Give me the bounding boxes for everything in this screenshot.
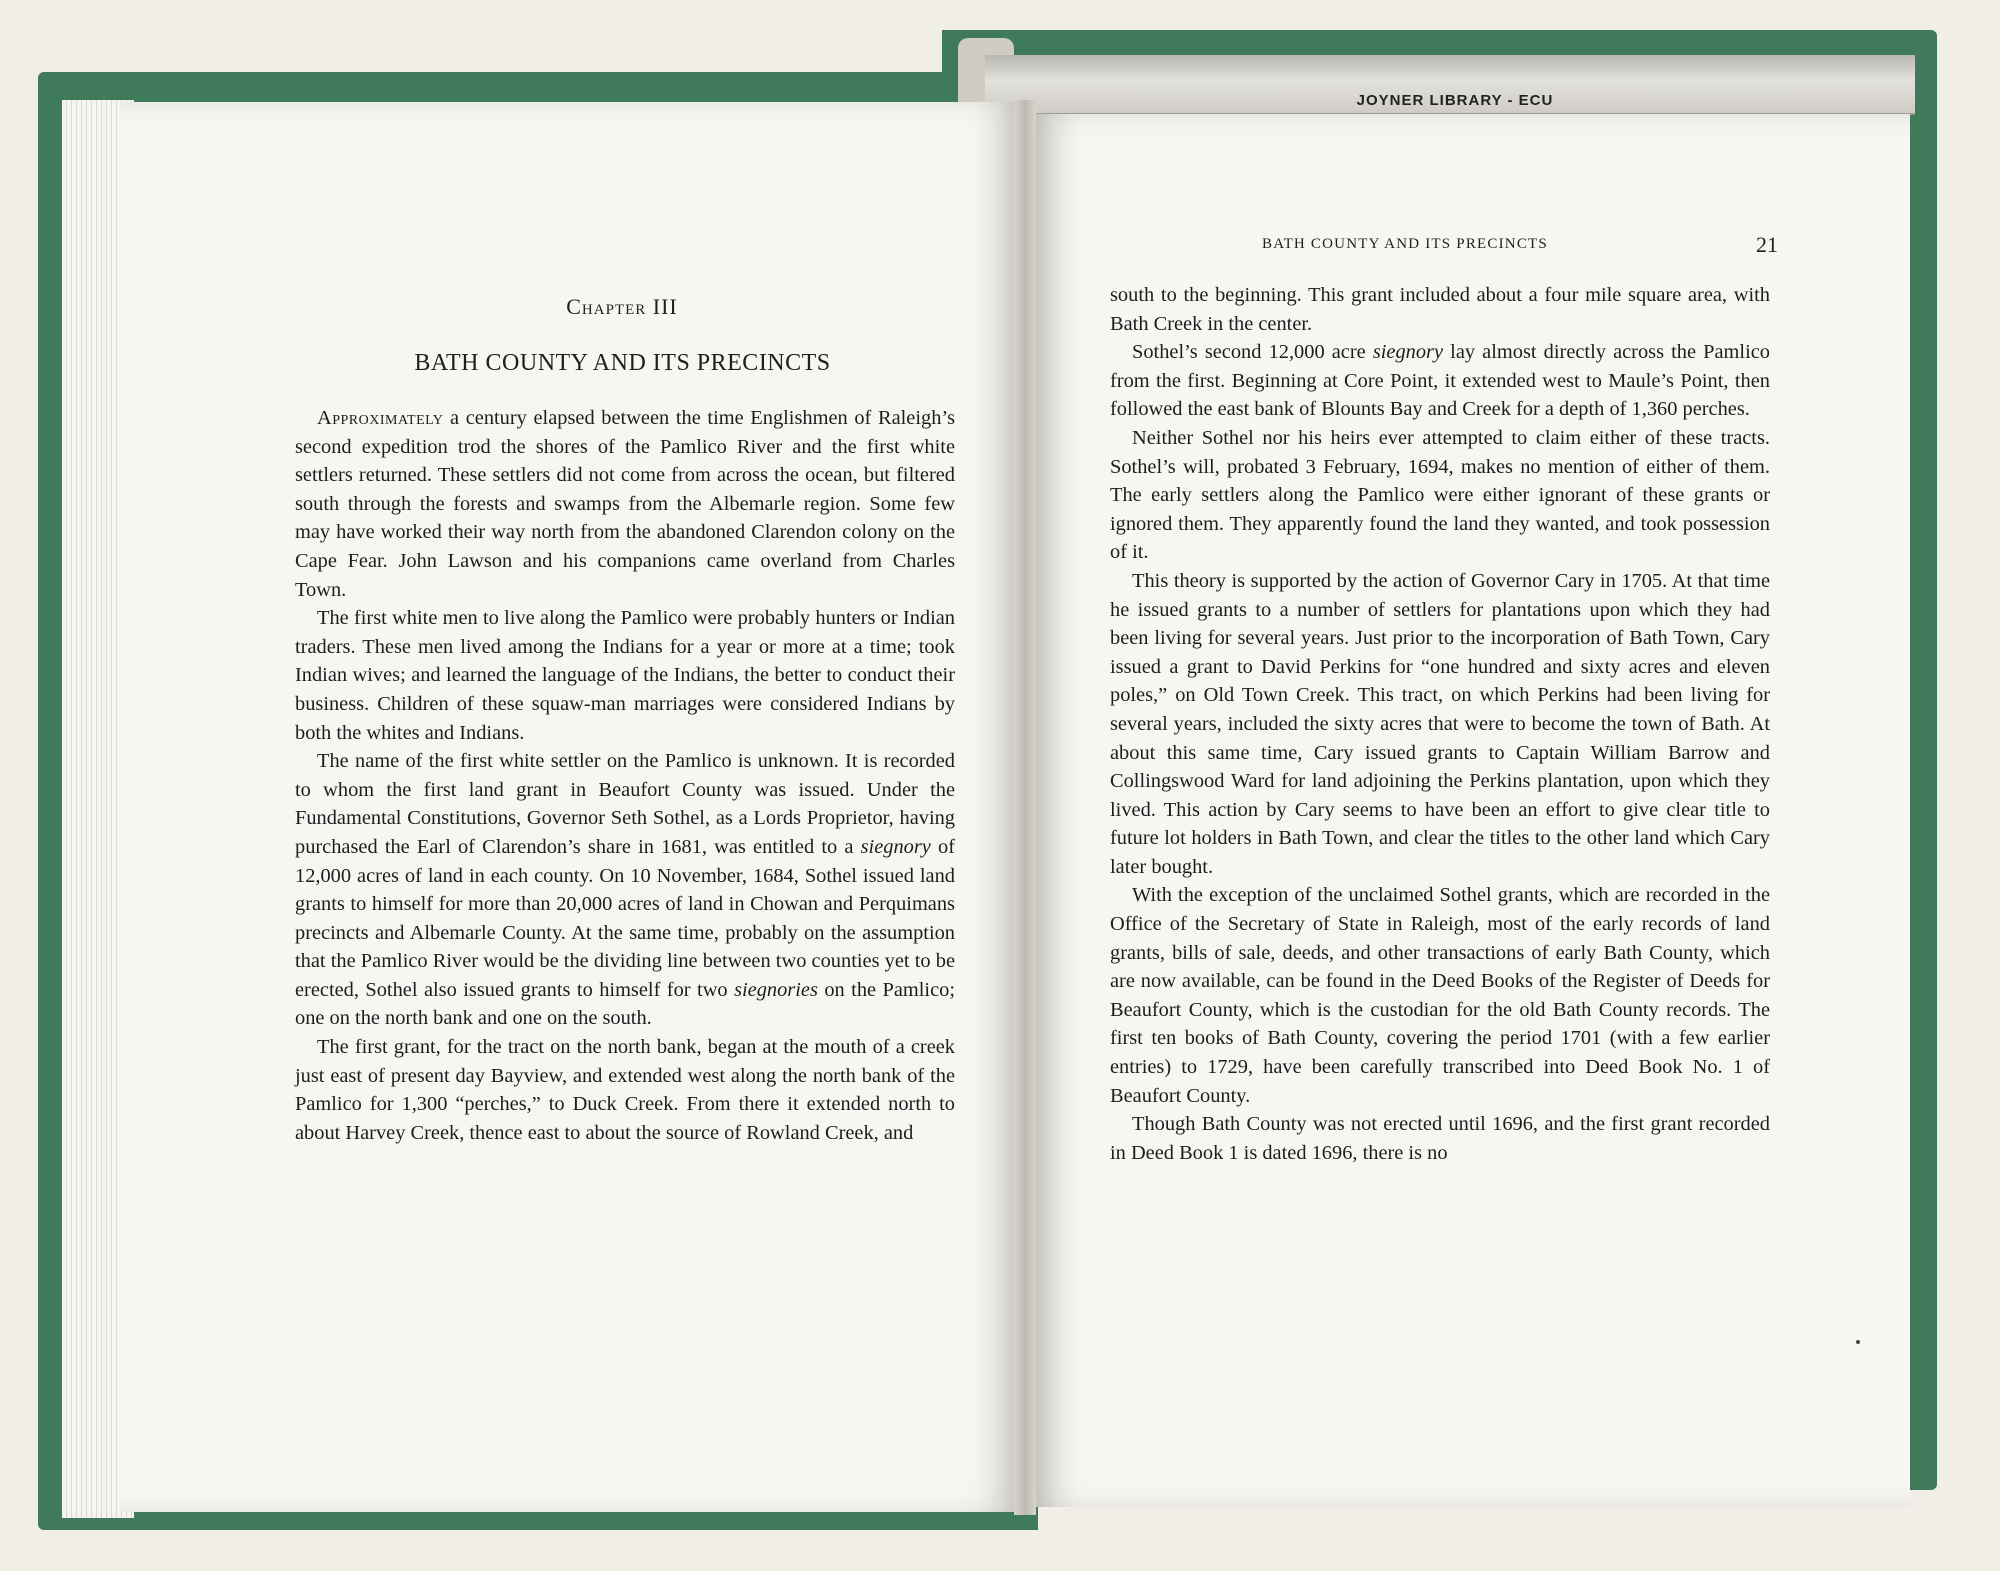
italic-term: siegnory: [1372, 341, 1444, 364]
body-paragraph: [295, 404, 955, 604]
italic-term: siegnories: [734, 978, 818, 1001]
page-speck: [1856, 1340, 1860, 1344]
body-paragraph: [1110, 881, 1770, 1110]
book-gutter: [1014, 100, 1036, 1515]
right-page-body: [1110, 281, 1770, 1167]
text-run: The first white men to live along the Pamlico were probably hunters or Indian traders. These men lived among the Indians for a year or more at a time; took Indian wives; and learned the language of the Indians, the better to conduct their business. Children of these squaw-man marriages were considered Indians by both the whites and Indians.: [295, 607, 955, 744]
text-run: of 12,000 acres of land in each county. On 10 November, 1684, Sothel issued land grants to himself for more than 20,000 acres of land in Chowan and Perquimans precincts and Albemarle County. At the same time, probably on the assumption that the Pamlico River would be the dividing line between two counties yet to be erected, Sothel also issued grants to himself for two: [295, 835, 955, 1001]
body-paragraph: [1110, 281, 1770, 338]
chapter-label: Chapter III: [566, 294, 678, 319]
running-head: BATH COUNTY AND ITS PRECINCTS: [1262, 236, 1548, 252]
chapter-title: BATH COUNTY AND ITS PRECINCTS: [414, 350, 831, 376]
left-page-body: [295, 404, 955, 1147]
text-run: With the exception of the unclaimed Sothel grants, which are recorded in the Office of the Secretary of State in Raleigh, most of the early records of land grants, bills of sale, deeds, and other transactions of early Bath County, which are now available, can be found in the Deed Books of the Register of Deeds for Beaufort County, which is the custodian for the old Bath County records. The first ten books of Bath County, covering the period 1701 (with a few earlier entries) to 1729, have been carefully transcribed into Deed Book No. 1 of Beaufort County.: [1110, 884, 1770, 1107]
text-run: on the Pamlico; one on the north bank and one on the south.: [295, 978, 956, 1030]
text-run: Sothel’s second 12,000 acre: [1132, 341, 1373, 364]
text-run: south to the beginning. This grant included about a four mile square area, with Bath Creek in the center.: [1110, 284, 1770, 335]
library-edge-stamp: JOYNER LIBRARY - ECU: [1356, 92, 1554, 109]
body-paragraph: [295, 1033, 955, 1147]
body-paragraph: [1110, 424, 1770, 567]
page-number: 21: [1756, 232, 1778, 257]
body-paragraph: [1110, 567, 1770, 882]
lead-word: Approximately: [317, 407, 444, 429]
text-run: lay almost directly across the Pamlico from the first. Beginning at Core Point, it extended west to Maule’s Point, then followed the east bank of Blounts Bay and Creek for a depth of 1,360 perches.: [1110, 341, 1770, 421]
body-paragraph: [1110, 338, 1770, 424]
text-run: Though Bath County was not erected until 1696, and the first grant recorded in Deed Book 1 is dated 1696, there is no: [1110, 1113, 1770, 1164]
text-run: The name of the first white settler on the Pamlico is unknown. It is recorded to whom the first land grant in Beaufort County was issued. Under the Fundamental Constitutions, Governor Seth Sothel, as a Lords Proprietor, having purchased the Earl of Clarendon’s share in 1681, was entitled to a: [295, 750, 955, 858]
body-paragraph: [295, 747, 955, 1033]
italic-term: siegnory: [860, 835, 931, 858]
text-run: The first grant, for the tract on the north bank, began at the mouth of a creek just east of present day Bayview, and extended west along the north bank of the Pamlico for 1,300 “perches,” to Duck Creek. From there it extended north to about Harvey Creek, thence east to about the source of Rowland Creek, and: [295, 1036, 955, 1144]
body-paragraph: [295, 604, 955, 747]
text-run: This theory is supported by the action of Governor Cary in 1705. At that time he issued grants to a number of settlers for plantations upon which they had been living for several years. Just prior to the incorporation of Bath Town, Cary issued a grant to David Perkins for “one hundred and sixty acres and eleven poles,” on Old Town Creek. This tract, on which Perkins had been living for several years, included the sixty acres that were to become the town of Bath. At about this same time, Cary issued grants to Captain William Barrow and Collingswood Ward for land adjoining the Perkins plantation, upon which they lived. This action by Cary seems to have been an effort to give clear title to future lot holders in Bath Town, and clear the titles to the other land which Cary later bought.: [1110, 569, 1770, 878]
body-paragraph: [1110, 1110, 1770, 1167]
text-run: a century elapsed between the time Englishmen of Raleigh’s second expedition trod the shores of the Pamlico River and the first white settlers returned. These settlers did not come from across the ocean, but filtered south through the forests and swamps from the Albemarle region. Some few may have worked their way north from the abandoned Clarendon colony on the Cape Fear. John Lawson and his companions came overland from Charles Town.: [295, 407, 955, 601]
text-run: Neither Sothel nor his heirs ever attempted to claim either of these tracts. Sothel’s will, probated 3 February, 1694, makes no mention of either of them. The early settlers along the Pamlico were either ignorant of these grants or ignored them. They apparently found the land they wanted, and took possession of it.: [1110, 426, 1770, 564]
